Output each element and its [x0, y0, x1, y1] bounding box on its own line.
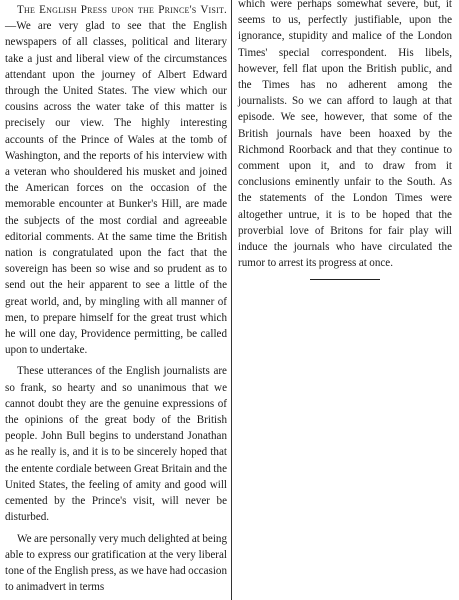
article-paragraph: We are personally very much delighted at being able to express our gratification at the very liberal tone of the English press, as we have had occasion to animadvert in terms — [5, 532, 227, 594]
article-paragraph — [5, 2, 227, 358]
article-heading: The English Press upon the Prince's Visit.— — [5, 4, 227, 33]
right-column — [238, 0, 452, 280]
column-divider — [231, 0, 232, 600]
article-paragraph-continued: which were perhaps somewhat severe, but, it seems to us, perfectly justifiable, upon the ignorance, stupidity and malice of the London Times' special correspondent. His libels, however, fell flat upon the British public, and the Times has no adherent among the journalists. So we can afford to laugh at that episode. We see, however, that some of the British journals have been hoaxed by the Richmond Roorback and that they continue to comment upon it, and to draw from it conclusions eminently unfair to the South. As the statements of the London Times were altogether untrue, it is to be hoped that the proverbial love of Britons for fair play will induce the journals who have circulated the rumor to arrest its progress at once. — [238, 0, 452, 270]
article-paragraph: These utterances of the English journalists are so frank, so hearty and so unanimous that we cannot doubt they are the genuine expressions of the opinions of the great body of the British people. John Bull begins to understand Jonathan as he really is, and it is to be sincerely hoped that the entente cordiale between Great Britain and the United States, the feeling of amity and good will cemented by the Prince's visit, will never be disturbed. — [5, 365, 227, 524]
left-column — [5, 0, 227, 595]
article-end-rule — [310, 279, 380, 280]
paragraph-text: We are very glad to see that the English newspapers of all classes, political and literary take a just and liberal view of the circumstances attendant upon the journey of Albert Edward through the United States. The view which our cousins across the water take of this matter is precisely our view. The highly interesting accounts of the Prince of Wales at the tomb of Washington, and the reports of his interview with a veteran who shouldered his musket and joined the American forces on the occasion of the memorable encounter at Bunker's Hill, are made the subjects of the most cordial and agreeable editorial comments. At the same time the British nation is congratulated upon the fact that the sovereign has been so wise and so prudent as to send out the heir apparent to see a little of the great world, and, by mingling with all manner of men, to prepare himself for the great trust which he will one day, Providence permitting, be called upon to undertake. — [5, 20, 227, 357]
